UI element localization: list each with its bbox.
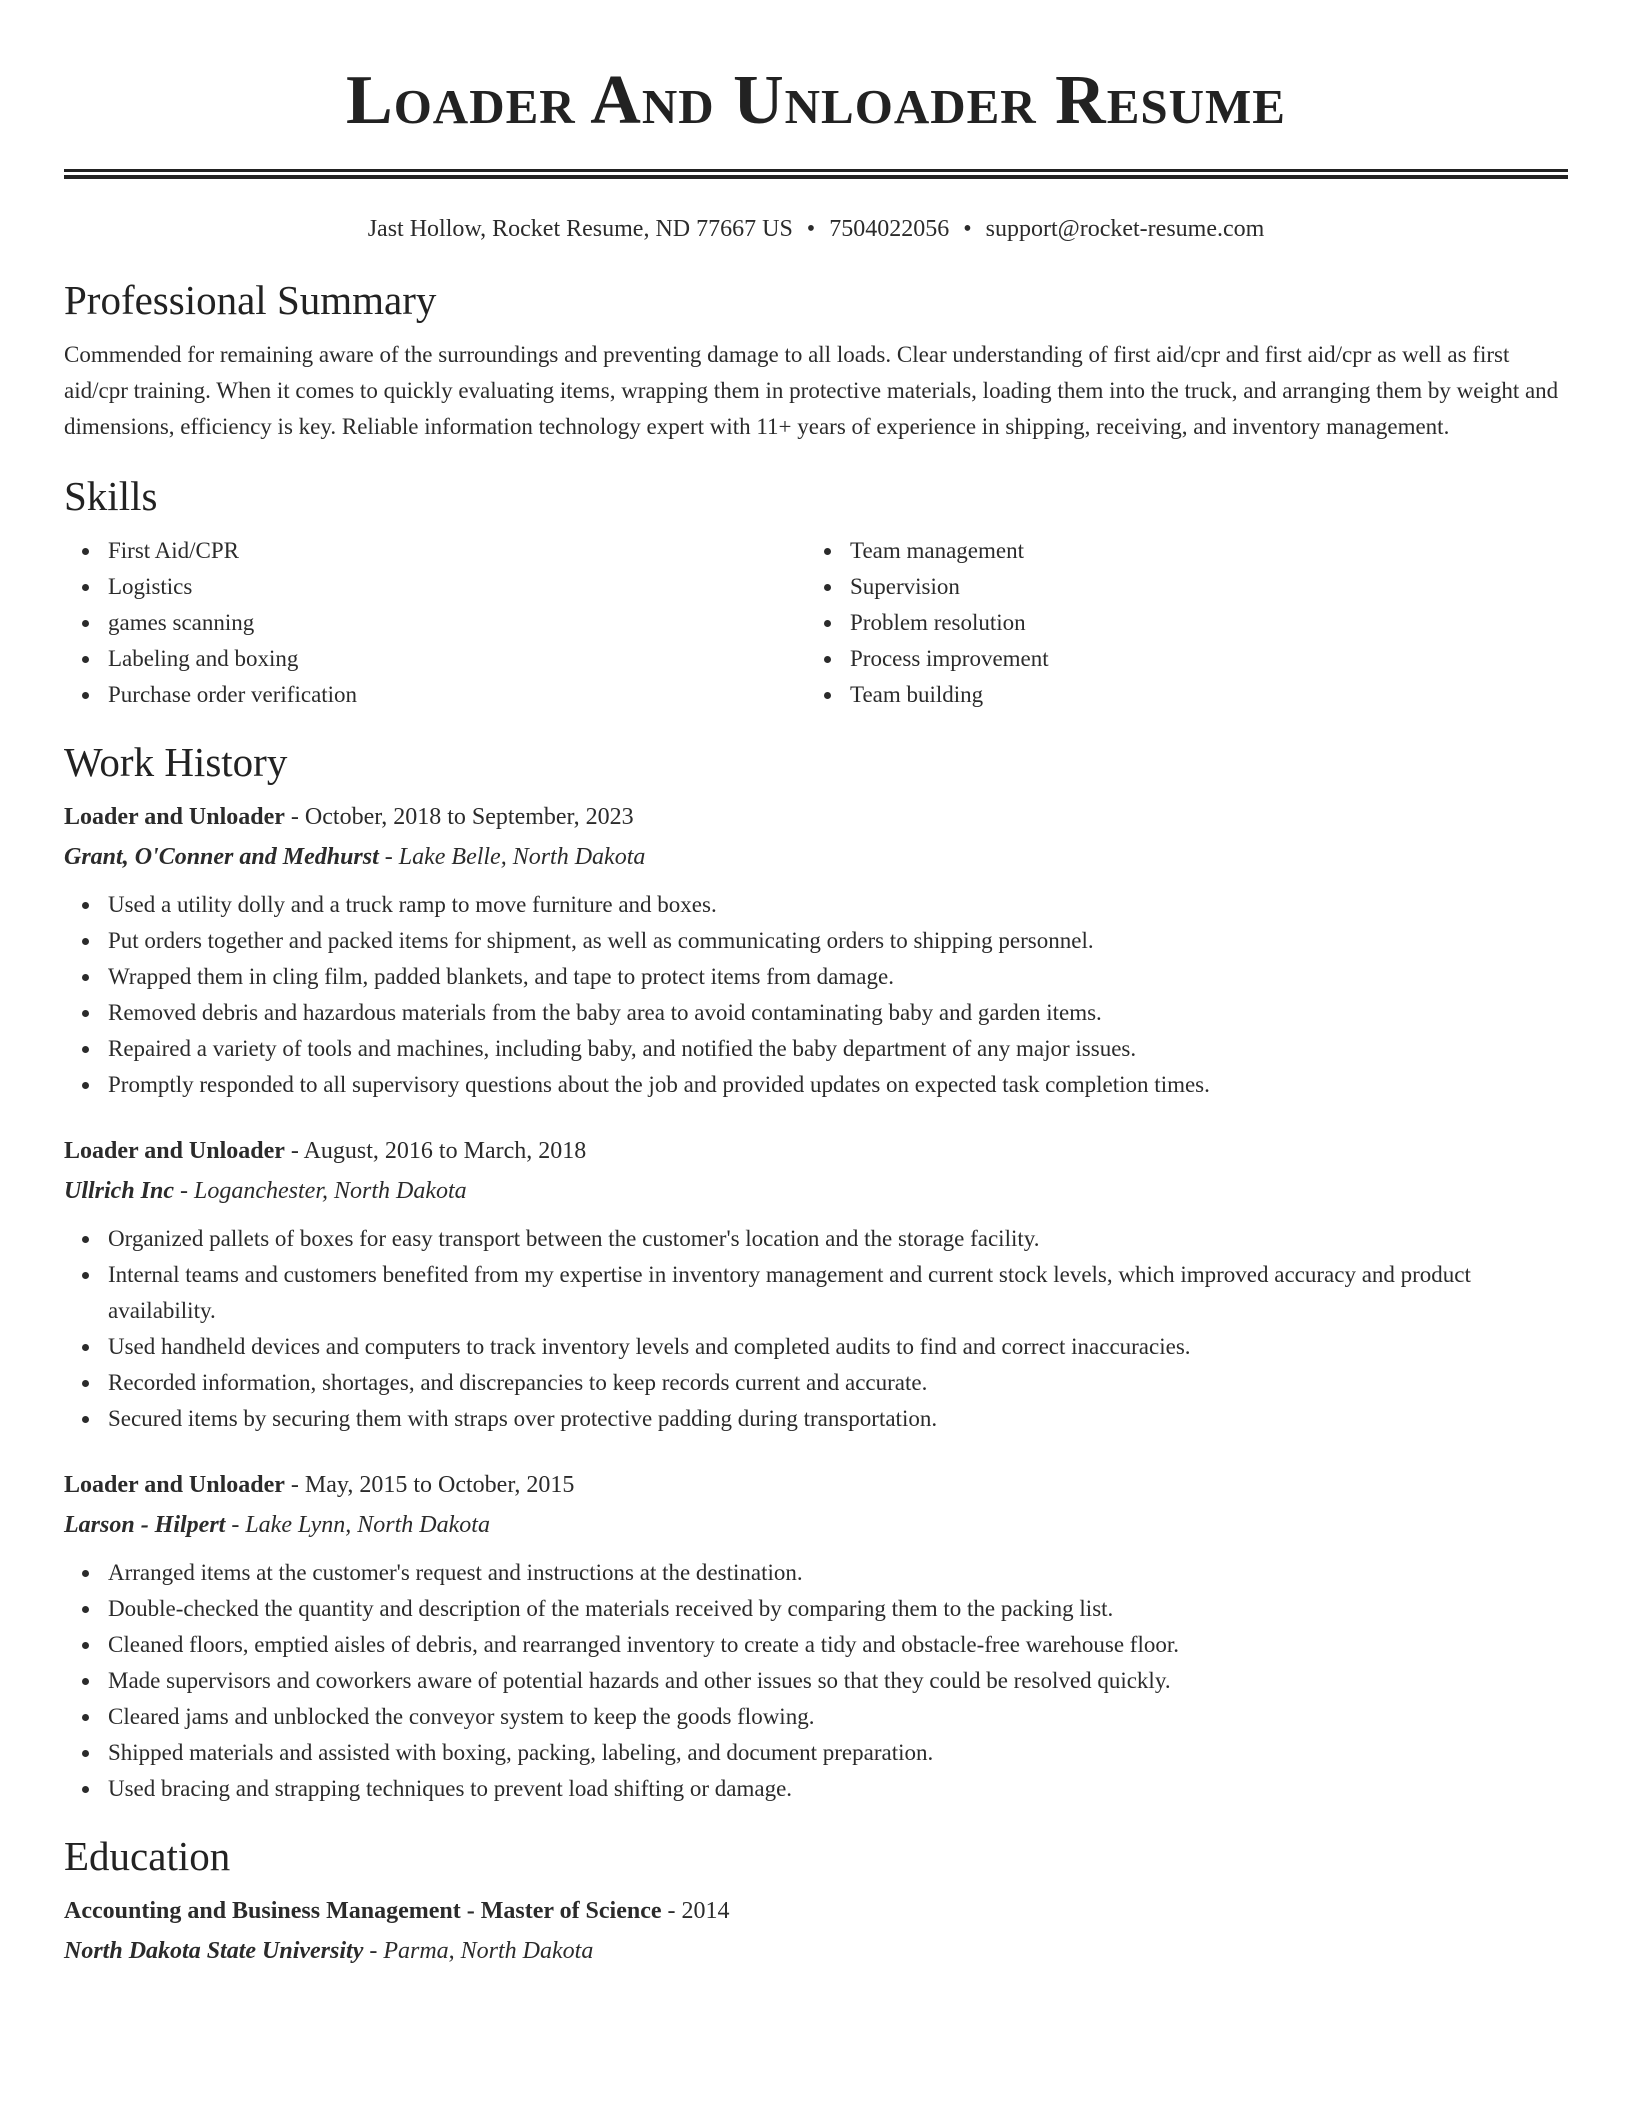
job-bullet: Repaired a variety of tools and machines, including baby, and notified the baby department of any major issues. [64,1031,1568,1067]
contact-line [64,213,1568,245]
job-role: Loader and Unloader [64,804,285,830]
skills-list-left [64,533,806,713]
resume-title: Loader And Unloader Resume [346,62,1286,139]
job-bullet: Used bracing and strapping techniques to prevent load shifting or damage. [64,1771,1568,1807]
job-title-line [64,799,1568,835]
job-dates: - October, 2018 to September, 2023 [284,804,634,830]
job-title-line [64,1467,1568,1503]
section-heading-education: Education [64,1833,231,1879]
education-location: - Parma, North Dakota [363,1938,594,1964]
skills-columns [64,533,1568,713]
job-company: Grant, O'Conner and Medhurst [64,844,379,870]
skill-item: Purchase order verification [64,677,806,713]
contact-email[interactable]: support@rocket-resume.com [985,216,1265,242]
section-heading-summary: Professional Summary [64,277,437,323]
skill-item: Labeling and boxing [64,641,806,677]
job-location: - Lake Lynn, North Dakota [225,1512,490,1538]
job-dates: - August, 2016 to March, 2018 [284,1138,587,1164]
contact-separator: • [963,216,972,242]
job-bullet: Internal teams and customers benefited from my expertise in inventory management and current stock levels, which improved accuracy and product availability. [64,1257,1568,1329]
job-bullet: Wrapped them in cling film, padded blankets, and tape to protect items from damage. [64,959,1568,995]
contact-address: Jast Hollow, Rocket Resume, ND 77667 US [367,216,793,242]
skill-item: Process improvement [806,641,1548,677]
job-bullet: Used a utility dolly and a truck ramp to move furniture and boxes. [64,887,1568,923]
job-bullets [64,1221,1568,1437]
job-title-line [64,1133,1568,1169]
job-company: Ullrich Inc [64,1178,175,1204]
skill-item: Team management [806,533,1548,569]
job-role: Loader and Unloader [64,1138,285,1164]
summary-text: Commended for remaining aware of the surroundings and preventing damage to all loads. Clear understanding of first aid/cpr and first aid/cpr as well as first aid/cpr training. When it comes to quickly evaluating items, wrapping them in protective materials, loading them into the truck, and arranging them by weight and dimensions, efficiency is key. Reliable information technology expert with 11+ years of experience in shipping, receiving, and inventory management. [64,342,1559,439]
job-bullet: Double-checked the quantity and description of the materials received by comparing them to the packing list. [64,1591,1568,1627]
job-entry [64,1133,1568,1437]
skill-item: Team building [806,677,1548,713]
education-year: - 2014 [661,1898,730,1924]
title-divider [64,169,1568,179]
education-school: North Dakota State University [64,1938,364,1964]
section-heading-skills: Skills [64,473,158,519]
job-bullet: Put orders together and packed items for shipment, as well as communicating orders to shipping personnel. [64,923,1568,959]
job-bullet: Arranged items at the customer's request and instructions at the destination. [64,1555,1568,1591]
job-dates: - May, 2015 to October, 2015 [284,1472,575,1498]
education-entry [64,1893,1568,1969]
job-entry [64,799,1568,1103]
job-bullets [64,887,1568,1103]
job-location: - Loganchester, North Dakota [174,1178,467,1204]
job-bullet: Used handheld devices and computers to track inventory levels and completed audits to find and correct inaccuracies. [64,1329,1568,1365]
job-bullet: Removed debris and hazardous materials from the baby area to avoid contaminating baby and garden items. [64,995,1568,1031]
skills-list-right [806,533,1548,713]
contact-separator: • [806,216,816,242]
job-company-line [64,839,1568,875]
section-heading-work-history: Work History [64,739,288,785]
job-bullet: Made supervisors and coworkers aware of potential hazards and other issues so that they could be resolved quickly. [64,1663,1568,1699]
job-location: - Lake Belle, North Dakota [378,844,646,870]
education-section [64,1831,1568,1969]
education-degree-line [64,1893,1568,1929]
summary-section [64,275,1568,445]
job-bullet: Cleared jams and unblocked the conveyor system to keep the goods flowing. [64,1699,1568,1735]
skill-item: Supervision [806,569,1548,605]
skills-section [64,471,1568,713]
job-role: Loader and Unloader [64,1472,285,1498]
job-entry [64,1467,1568,1807]
job-bullets [64,1555,1568,1807]
work-history-section [64,737,1568,1807]
education-school-line [64,1933,1568,1969]
resume-page [64,0,1568,1969]
job-bullet: Promptly responded to all supervisory questions about the job and provided updates on expected task completion times. [64,1067,1568,1103]
contact-phone: 7504022056 [829,216,950,242]
job-company-line [64,1507,1568,1543]
job-bullet: Cleaned floors, emptied aisles of debris, and rearranged inventory to create a tidy and obstacle-free warehouse floor. [64,1627,1568,1663]
skill-item: Logistics [64,569,806,605]
job-company-line [64,1173,1568,1209]
job-company: Larson - Hilpert [64,1512,226,1538]
job-bullet: Secured items by securing them with straps over protective padding during transportation. [64,1401,1568,1437]
skill-item: First Aid/CPR [64,533,806,569]
job-bullet: Organized pallets of boxes for easy transport between the customer's location and the storage facility. [64,1221,1568,1257]
job-bullet: Shipped materials and assisted with boxing, packing, labeling, and document preparation. [64,1735,1568,1771]
education-degree: Accounting and Business Management - Master of Science [64,1898,662,1924]
skill-item: Problem resolution [806,605,1548,641]
job-bullet: Recorded information, shortages, and discrepancies to keep records current and accurate. [64,1365,1568,1401]
skill-item: games scanning [64,605,806,641]
